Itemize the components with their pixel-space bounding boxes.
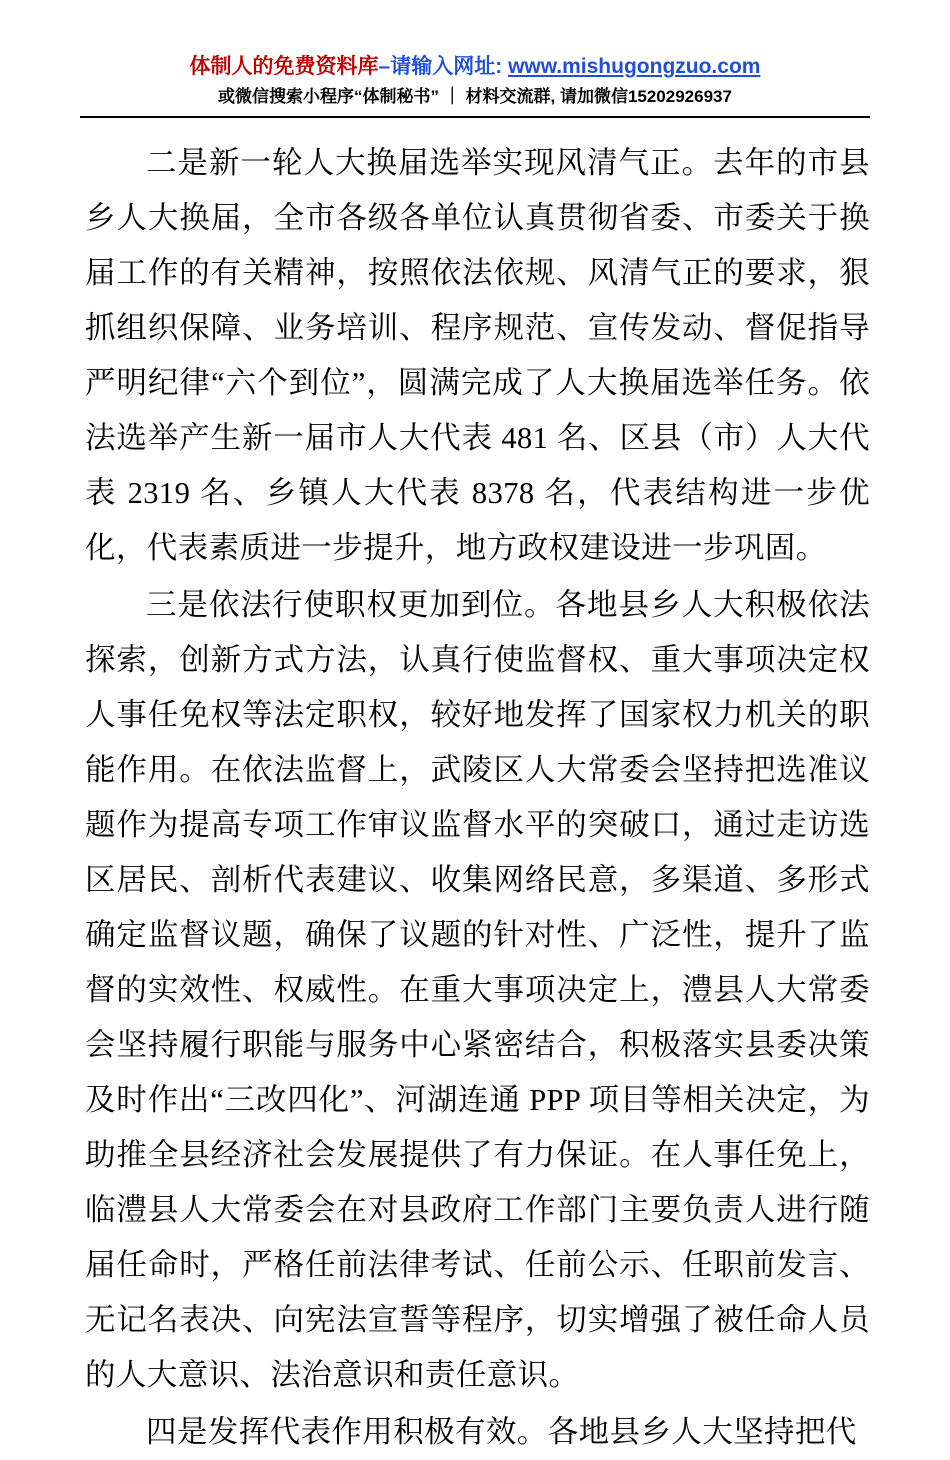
paragraph: 四是发挥代表作用积极有效。各地县乡人大坚持把代 [146, 1415, 857, 1449]
banner-separator-text: –请输入网址: [378, 55, 509, 78]
banner-secondary-line: 或微信搜索小程序“体制秘书” ｜ 材料交流群, 请加微信15202926937 [218, 87, 732, 106]
paragraph: 二是新一轮人大换届选举实现风清气正。去年的市县乡人大换届，全市各级各单位认真贯彻省委、市委关于换届工作的有关精神，按照依法依规、风清气正的要求，狠抓组织保障、业务培训、程序规范、宣传发动、督促指导严明纪律“六个到位”，圆满完成了人大换届选举任务。依法选举产生新一届市人大代表 481 名、区县（市）人大代表 2319 名、乡镇人大代表 8378 名，代表结构进一步优化，代表素质进一步提升，地方政权建设进一步巩固。 [85, 146, 870, 565]
promo-banner [0, 0, 950, 118]
document-body [0, 118, 950, 1460]
banner-primary-line [0, 52, 950, 82]
paragraph: 三是依法行使职权更加到位。各地县乡人大积极依法探索，创新方式方法，认真行使监督权、重大事项决定权人事任免权等法定职权，较好地发挥了国家权力机关的职能作用。在依法监督上，武陵区人大常委会坚持把选准议题作为提高专项工作审议监督水平的突破口，通过走访选区居民、剖析代表建议、收集网络民意，多渠道、多形式确定监督议题，确保了议题的针对性、广泛性，提升了监督的实效性、权威性。在重大事项决定上，澧县人大常委会坚持履行职能与服务中心紧密结合，积极落实县委决策及时作出“三改四化”、河湖连通 PPP 项目等相关决定，为助推全县经济社会发展提供了有力保证。在人事任免上，临澧县人大常委会在对县政府工作部门主要负责人进行随届任命时，严格任前法律考试、任前公示、任职前发言、无记名表决、向宪法宣誓等程序，切实增强了被任命人员的人大意识、法治意识和责任意识。 [85, 588, 870, 1392]
banner-brand-text: 体制人的免费资料库 [189, 55, 379, 78]
banner-website-link[interactable]: www.mishugongzuo.com [508, 55, 761, 78]
